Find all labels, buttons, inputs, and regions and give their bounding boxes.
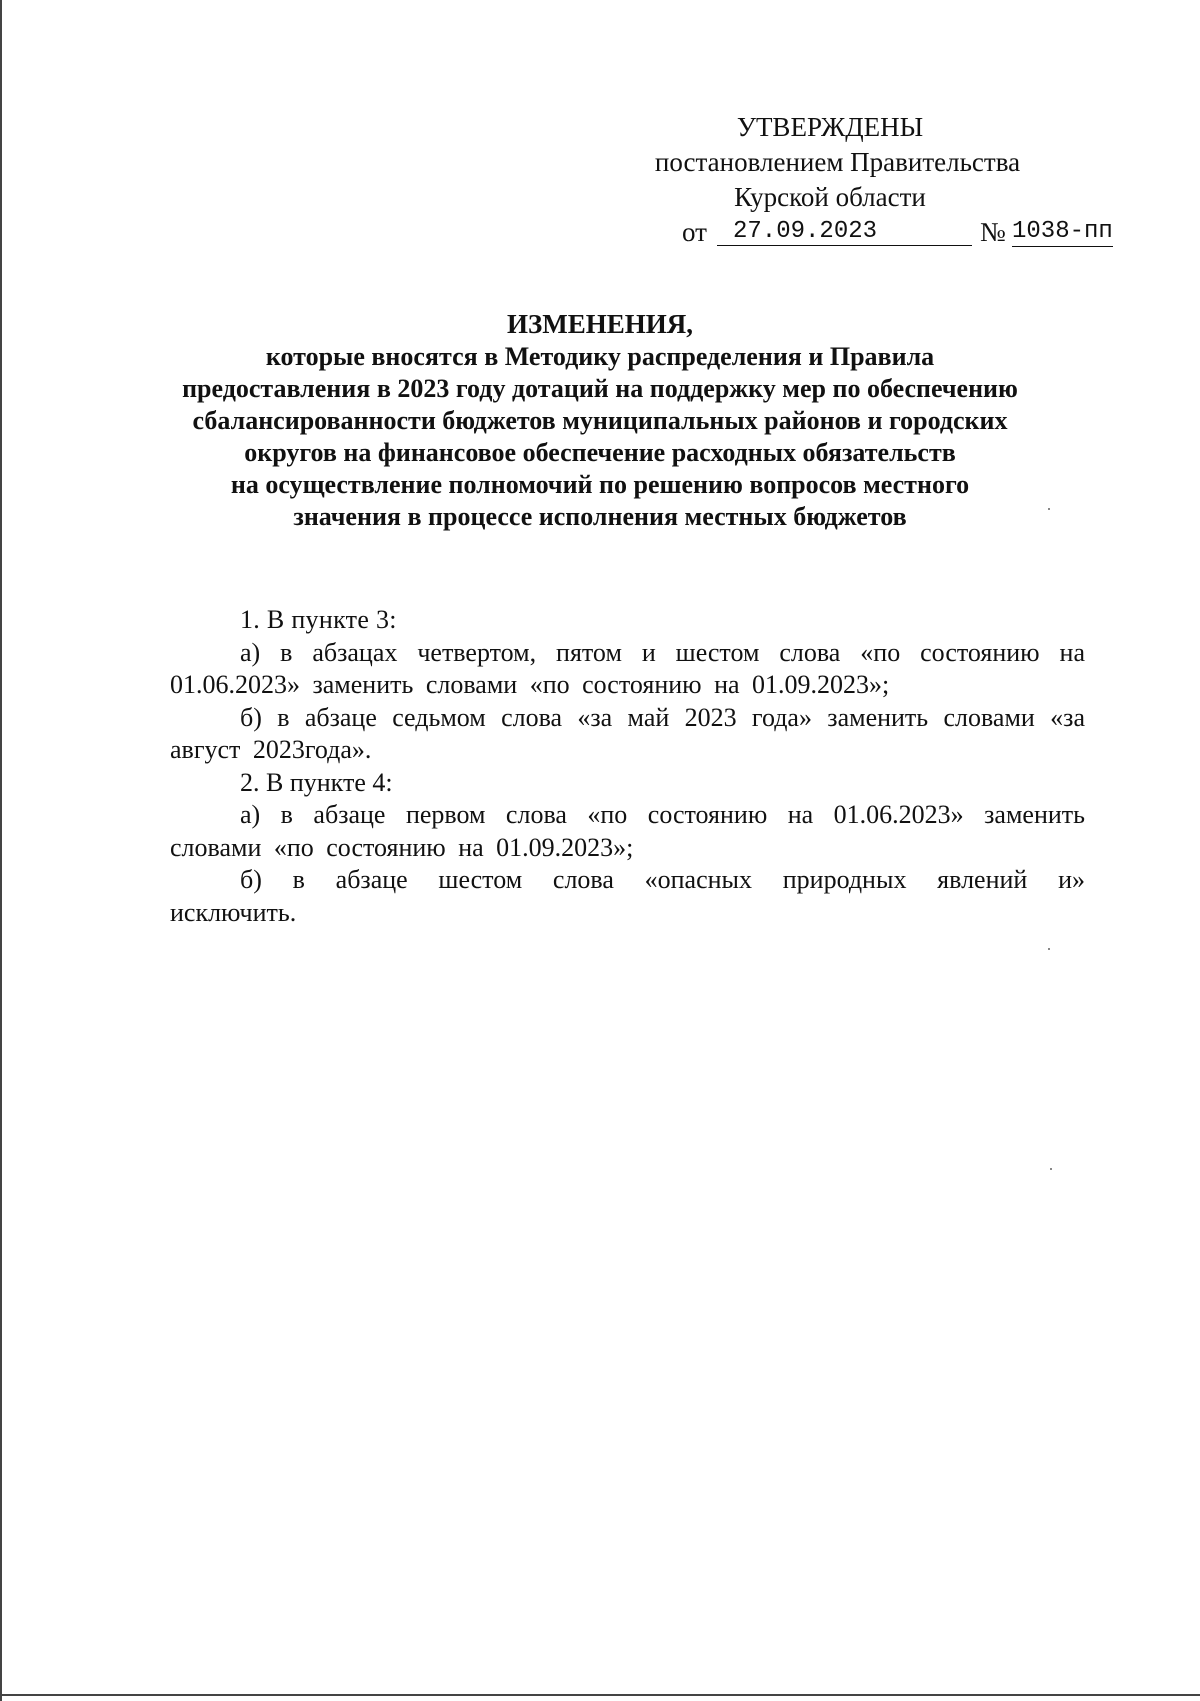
scan-speck: [1048, 948, 1050, 950]
approval-date-number-line: [600, 215, 1120, 251]
scan-speck: [1050, 1168, 1052, 1170]
approval-title: УТВЕРЖДЕНЫ: [736, 112, 924, 142]
heading-line: которые вносятся в Методику распределения и Правила: [265, 342, 935, 371]
scan-bottom-edge: [0, 1694, 1200, 1696]
document-heading: [150, 308, 1050, 533]
approval-block: [600, 110, 1120, 251]
paragraph-item-2: 2. В пункте 4:: [240, 767, 393, 797]
paragraph-item-2b: б) в абзаце шестом слова «опасных природных явлений и» исключить.: [170, 865, 1085, 927]
approval-from-word: от: [682, 217, 707, 247]
heading-line: предоставления в 2023 году дотаций на поддержку мер по обеспечению: [182, 374, 1018, 403]
heading-line: округов на финансовое обеспечение расходных обязательств: [244, 438, 956, 467]
paragraph-item-1: 1. В пункте 3:: [240, 605, 397, 634]
scan-speck: [1048, 508, 1050, 510]
approval-number-sign: №: [980, 217, 1006, 247]
scan-left-edge: [0, 0, 2, 1701]
heading-title: ИЗМЕНЕНИЯ,: [506, 309, 693, 339]
paragraph-item-1a: а) в абзацах четвертом, пятом и шестом слова «по состоянию на 01.06.2023» заменить словами «по состоянию на 01.09.2023»;: [170, 637, 1085, 699]
heading-line: сбалансированности бюджетов муниципальных районов и городских: [192, 406, 1008, 435]
heading-line: на осуществление полномочий по решению вопросов местного: [230, 470, 970, 499]
heading-line: значения в процессе исполнения местных бюджетов: [293, 502, 907, 531]
paragraph-item-2a: а) в абзаце первом слова «по состоянию на 01.06.2023» заменить словами «по состоянию на 01.09.2023»;: [170, 800, 1085, 862]
approval-date: 27.09.2023: [717, 215, 972, 246]
paragraph-item-1b: б) в абзаце седьмом слова «за май 2023 года» заменить словами «за август 2023года».: [170, 702, 1085, 764]
approval-issuer-line: постановлением Правительства: [654, 147, 1021, 177]
document-body: [170, 604, 1085, 929]
approval-number: 1038-пп: [1012, 215, 1113, 247]
approval-region-line: Курской области: [734, 182, 926, 212]
